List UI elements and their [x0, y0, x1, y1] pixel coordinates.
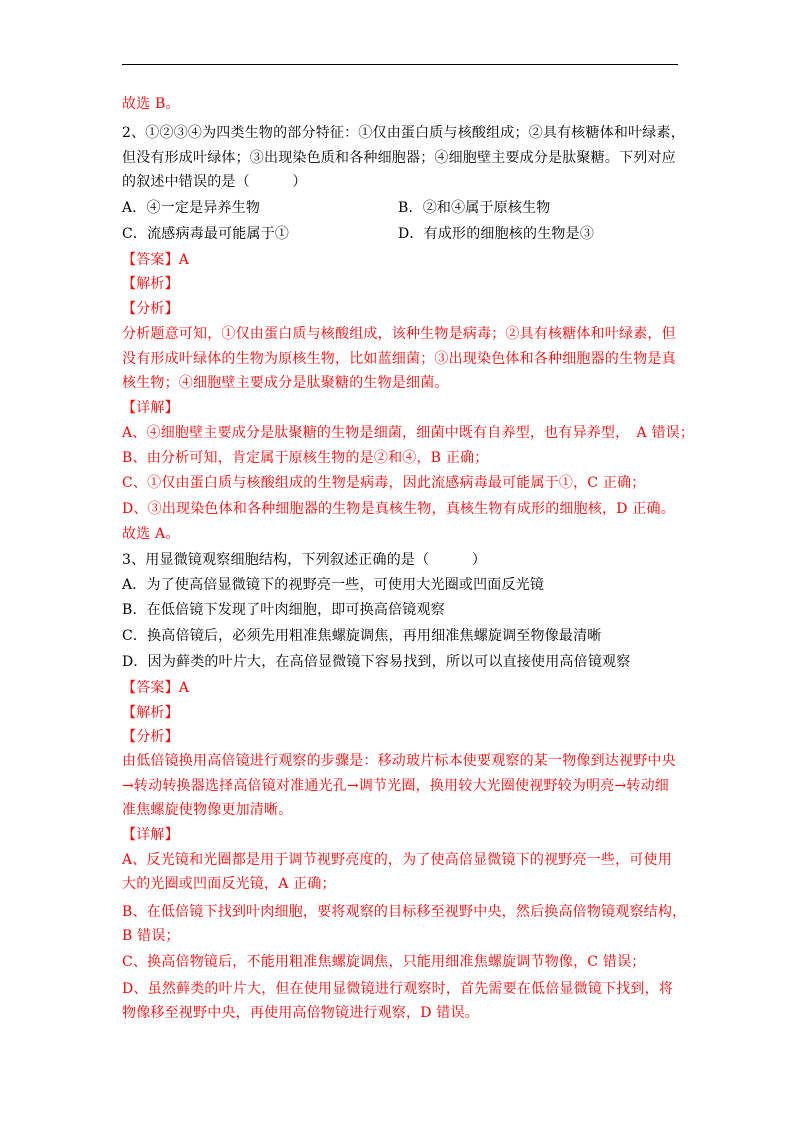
- q2-stem-line-1: 2、①②③④为四类生物的部分特征：①仅由蛋白质与核酸组成；②具有核糖体和叶绿素，: [122, 125, 685, 141]
- q3-xiangjie-line-6: D、虽然藓类的叶片大，但在使用显微镜进行观察时，首先需要在低倍显微镜下找到，将: [122, 981, 674, 997]
- q3-xiangjie-line-5: C、换高倍物镜后，不能用粗准焦螺旋调焦，只能用细准焦螺旋调节物像，C 错误；: [122, 954, 646, 970]
- q2-stem-line-3: 的叙述中错误的是（ ）: [122, 174, 307, 190]
- q3-xiangjie-line-7: 物像移至视野中央，再使用高倍物镜进行观察，D 错误。: [122, 1005, 479, 1021]
- q2-option-d: D．有成形的细胞核的生物是③: [398, 226, 595, 242]
- q3-jiexi-label: 【解析】: [122, 705, 179, 721]
- q2-fenxi-line-1: 分析题意可知，①仅由蛋白质与核酸组成，该种生物是病毒；②具有核糖体和叶绿素，但: [122, 326, 676, 342]
- q3-fenxi-line-2: →转动转换器选择高倍镜对准通光孔→调节光圈，换用较大光圈使视野较为明亮→转动细: [122, 778, 669, 794]
- q2-xiangjie-line-1: A、④细胞壁主要成分是肽聚糖的生物是细菌，细菌中既有自养型，也有异养型， A 错误；: [122, 425, 695, 441]
- q2-xiangjie-label: 【详解】: [122, 400, 179, 416]
- q3-answer: 【答案】A: [122, 680, 190, 696]
- prev-conclusion: 故选 B。: [122, 96, 180, 112]
- q2-fenxi-line-2: 没有形成叶绿体的生物为原核生物，比如蓝细菌；③出现染色体和各种细胞器的生物是真: [122, 351, 676, 367]
- q3-fenxi-line-3: 准焦螺旋使物像更加清晰。: [122, 802, 293, 818]
- q2-fenxi-line-3: 核生物；④细胞壁主要成分是肽聚糖的生物是细菌。: [122, 375, 449, 391]
- q2-xiangjie-line-4: D、③出现染色体和各种细胞器的生物是真核生物，真核生物有成形的细胞核，D 正确。: [122, 501, 675, 517]
- q2-xiangjie-line-2: B、由分析可知，肯定属于原核生物的是②和④，B 正确；: [122, 450, 489, 466]
- q3-option-c: C．换高倍镜后，必须先用粗准焦螺旋调焦，再用细准焦螺旋调至物像最清晰: [122, 628, 602, 644]
- q3-xiangjie-line-4: B 错误；: [122, 928, 180, 944]
- q3-xiangjie-label: 【详解】: [122, 827, 179, 843]
- q2-option-b: B．②和④属于原核生物: [398, 200, 551, 216]
- q3-xiangjie-line-1: A、反光镜和光圈都是用于调节视野亮度的，为了使高倍显微镜下的视野亮一些，可使用: [122, 852, 672, 868]
- q2-option-c: C．流感病毒最可能属于①: [122, 226, 290, 242]
- q2-conclusion: 故选 A。: [122, 526, 180, 542]
- q3-option-b: B．在低倍镜下发现了叶肉细胞，即可换高倍镜观察: [122, 602, 445, 618]
- q3-option-a: A．为了使高倍显微镜下的视野亮一些，可使用大光圈或凹面反光镜: [122, 577, 545, 593]
- q2-xiangjie-line-3: C、①仅由蛋白质与核酸组成的生物是病毒，因此流感病毒最可能属于①，C 正确；: [122, 475, 646, 491]
- q3-xiangjie-line-3: B、在低倍镜下找到叶肉细胞，要将观察的目标移至视野中央，然后换高倍物镜观察结构，: [122, 904, 687, 920]
- q3-option-d: D．因为藓类的叶片大，在高倍显微镜下容易找到，所以可以直接使用高倍镜观察: [122, 654, 631, 670]
- q3-stem: 3、用显微镜观察细胞结构，下列叙述正确的是（ ）: [122, 552, 487, 568]
- q2-option-a: A．④一定是异养生物: [122, 200, 261, 216]
- header-rule: [122, 64, 678, 65]
- q3-xiangjie-line-2: 大的光圈或凹面反光镜，A 正确；: [122, 876, 336, 892]
- q2-fenxi-label: 【分析】: [122, 301, 179, 317]
- q3-fenxi-label: 【分析】: [122, 729, 179, 745]
- q2-stem-line-2: 但没有形成叶绿体；③出现染色质和各种细胞器；④细胞壁主要成分是肽聚糖。下列对应: [122, 150, 676, 166]
- q2-answer: 【答案】A: [122, 252, 190, 268]
- q3-fenxi-line-1: 由低倍镜换用高倍镜进行观察的步骤是：移动玻片标本使要观察的某一物像到达视野中央: [122, 753, 676, 769]
- q2-jiexi-label: 【解析】: [122, 276, 179, 292]
